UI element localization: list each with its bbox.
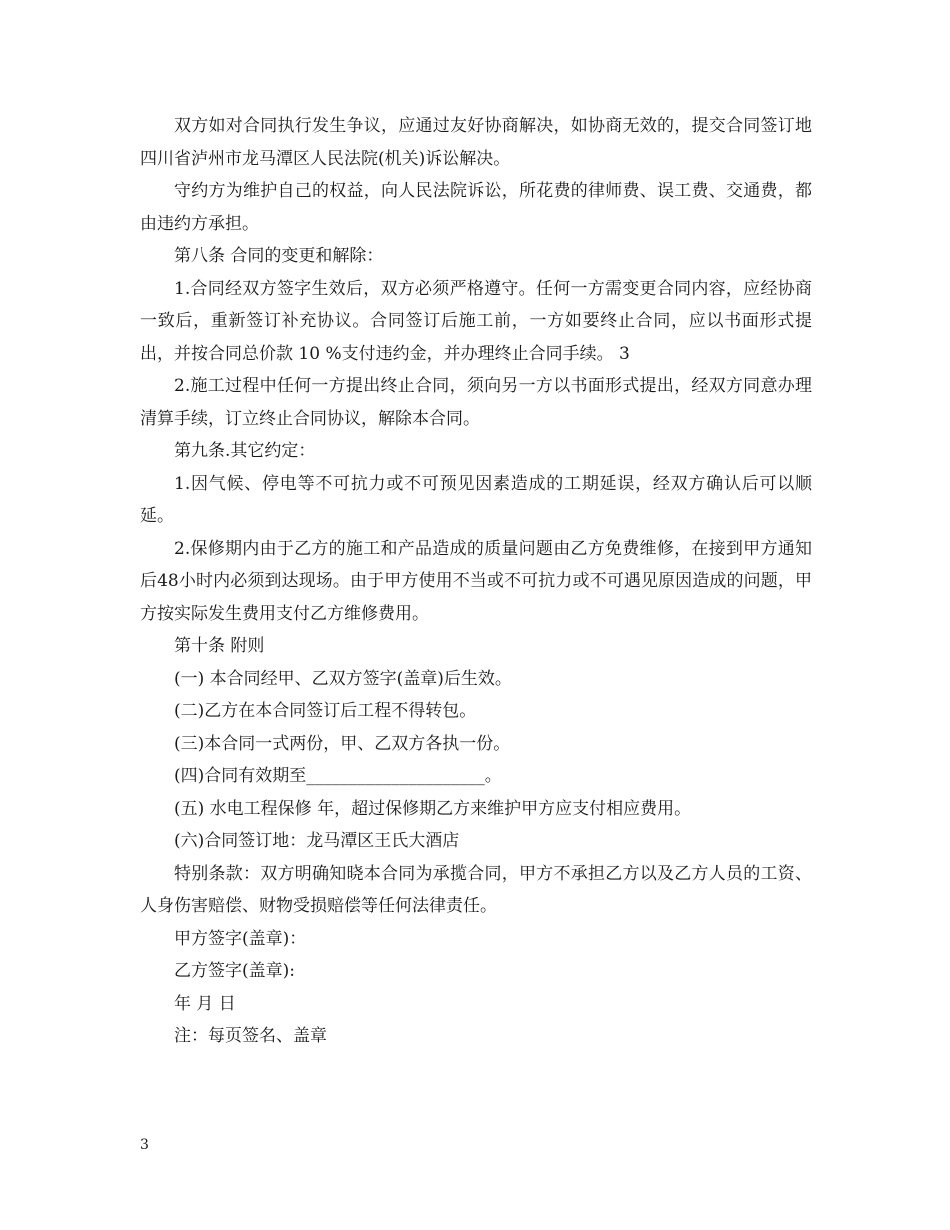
article-10-item-1: (一) 本合同经甲、乙双方签字(盖章)后生效。 xyxy=(174,668,512,689)
paragraph-dispute: 双方如对合同执行发生争议，应通过友好协商解决，如协商无效的，提交合同签订地四川省泸州市龙马潭区人民法院(机关)诉讼解决。 xyxy=(140,116,812,169)
article-9-item-2: 2.保修期内由于乙方的施工和产品造成的质量问题由乙方免费维修，在接到甲方通知后48小时内必须到达现场。由于甲方使用不当或不可抗力或不可遇见原因造成的问题，甲方按实际发生费用支付乙方维修费用。 xyxy=(140,538,812,624)
article-10-item-2: (二)乙方在本合同签订后工程不得转包。 xyxy=(174,701,477,721)
article-9-item-1: 1.因气候、停电等不可抗力或不可预见因素造成的工期延误，经双方确认后可以顺延。 xyxy=(140,473,812,526)
signature-date: 年 月 日 xyxy=(174,993,236,1014)
party-a-signature: 甲方签字(盖章)： xyxy=(174,928,307,949)
party-b-signature: 乙方签字(盖章): xyxy=(174,961,295,981)
article-10-item-5: (五) 水电工程保修 年，超过保修期乙方来维护甲方应支付相应费用。 xyxy=(174,798,692,819)
article-9-heading: 第九条.其它约定： xyxy=(174,441,316,461)
paragraph-costs: 守约方为维护自己的权益，向人民法院诉讼，所花费的律师费、误工费、交通费，都由违约方承担。 xyxy=(140,181,812,234)
article-10-item-6: (六)合同签订地：龙马潭区王氏大酒店 xyxy=(174,831,460,851)
article-10-item-3: (三)本合同一式两份，甲、乙双方各执一份。 xyxy=(174,733,511,754)
page-number: 3 xyxy=(140,1137,149,1153)
special-clause: 特别条款：双方明确知晓本合同为承揽合同，甲方不承担乙方以及乙方人员的工资、人身伤害赔偿、财物受损赔偿等任何法律责任。 xyxy=(140,863,812,916)
signature-note: 注：每页签名、盖章 xyxy=(174,1026,327,1046)
article-10-heading: 第十条 附则 xyxy=(174,636,265,656)
article-8-item-1: 1.合同经双方签字生效后，双方必须严格遵守。任何一方需变更合同内容，应经协商一致后，重新签订补充协议。合同签订后施工前，一方如要终止合同，应以书面形式提出，并按合同总价款 10 %支付违约金，并办理终止合同手续。 3 xyxy=(140,278,812,364)
article-8-item-2: 2.施工过程中任何一方提出终止合同，须向另一方以书面形式提出，经双方同意办理清算手续，订立终止合同协议，解除本合同。 xyxy=(140,376,812,429)
article-8-heading: 第八条 合同的变更和解除： xyxy=(174,246,384,266)
contract-body xyxy=(140,110,812,1053)
article-10-item-4: (四)合同有效期至_____________________。 xyxy=(174,766,502,786)
